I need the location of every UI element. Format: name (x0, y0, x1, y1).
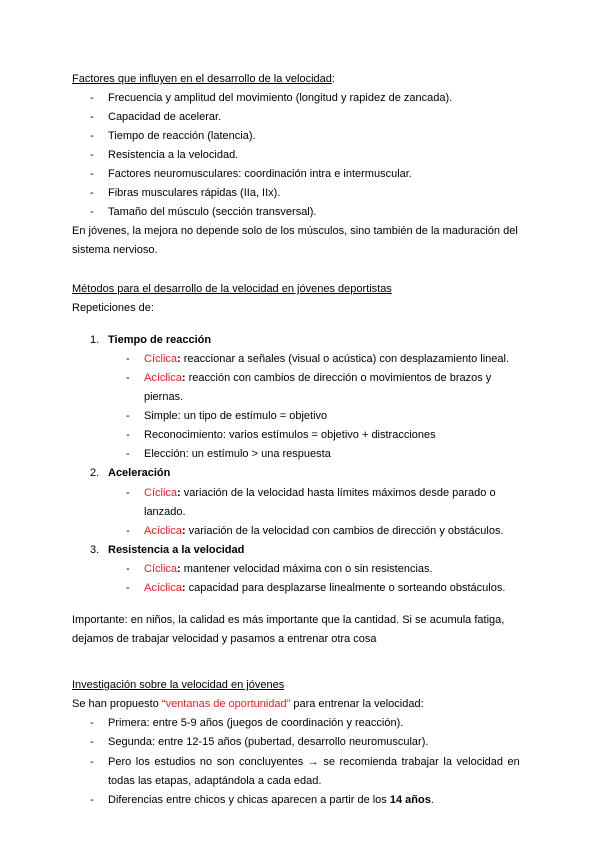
sub-item: Acíclica: capacidad para desplazarse linealmente o sorteando obstáculos. (144, 582, 506, 594)
list-item-continuation: todas las etapas, adaptándola a cada edad. (108, 775, 322, 787)
list-item: - (90, 92, 94, 104)
list-item: - (90, 206, 94, 218)
list-item-text: Factores neuromusculares: coordinación intra e intermuscular. (108, 168, 412, 180)
section3-heading: Investigación sobre la velocidad en jóvenes (72, 679, 285, 691)
list-item: - (90, 717, 94, 729)
sub-item-dash: - (126, 410, 130, 422)
numbered-item-title: Tiempo de reacción (108, 334, 212, 346)
section1-heading: Factores que influyen en el desarrollo de la velocidad: (72, 73, 335, 85)
list-item-text: Diferencias entre chicos y chicas aparecen a partir de los 14 años. (108, 794, 434, 806)
numbered-item-number: 1. (90, 334, 100, 346)
numbered-item-number: 2. (90, 467, 100, 479)
sub-item-dash: - (126, 353, 130, 365)
sub-item-continuation: piernas. (144, 391, 184, 403)
list-item: - (90, 130, 94, 142)
section2-heading: Métodos para el desarrollo de la velocidad en jóvenes deportistas (72, 283, 392, 295)
sub-item-dash: - (126, 582, 130, 594)
sub-item-dash: - (126, 487, 130, 499)
sub-item: Reconocimiento: varios estímulos = objetivo + distracciones (144, 429, 436, 441)
list-item: - (90, 168, 94, 180)
list-item-text: Frecuencia y amplitud del movimiento (longitud y rapidez de zancada). (108, 92, 453, 104)
list-item-text: Fibras musculares rápidas (IIa, IIx). (108, 187, 281, 199)
sub-item: Elección: un estímulo > una respuesta (144, 448, 331, 460)
list-item: - (90, 736, 94, 748)
sub-item: Acíclica: reacción con cambios de dirección o movimientos de brazos y (144, 372, 492, 384)
section2-intro: Repeticiones de: (72, 302, 154, 314)
sub-item-dash: - (126, 563, 130, 575)
list-item-text: Pero los estudios no son concluyentes → se recomienda trabajar la velocidad en (108, 756, 520, 768)
sub-item: Cíclica: variación de la velocidad hasta límites máximos desde parado o (144, 487, 496, 499)
list-item: - (90, 149, 94, 161)
section1-paragraph-line1: En jóvenes, la mejora no depende solo de los músculos, sino también de la maduración del (72, 225, 518, 237)
sub-item: Acíclica: variación de la velocidad con cambios de dirección y obstáculos. (144, 525, 504, 537)
section3-intro: Se han propuesto “ventanas de oportunidad” para entrenar la velocidad: (72, 698, 424, 710)
list-item: - (90, 794, 94, 806)
sub-item-dash: - (126, 429, 130, 441)
important-note-line2: dejamos de trabajar velocidad y pasamos a entrenar otra cosa (72, 633, 377, 645)
list-item-text: Capacidad de acelerar. (108, 111, 222, 123)
numbered-item-title: Resistencia a la velocidad (108, 544, 245, 556)
sub-item-dash: - (126, 525, 130, 537)
list-item-text: Segunda: entre 12-15 años (pubertad, desarrollo neuromuscular). (108, 736, 429, 748)
list-item: - (90, 187, 94, 199)
section1-paragraph-line2: sistema nervioso. (72, 244, 158, 256)
list-item-text: Tamaño del músculo (sección transversal). (108, 206, 317, 218)
list-item-text: Tiempo de reacción (latencia). (108, 130, 256, 142)
sub-item: Cíclica: reaccionar a señales (visual o acústica) con desplazamiento lineal. (144, 353, 510, 365)
list-item-text: Primera: entre 5-9 años (juegos de coordinación y reacción). (108, 717, 404, 729)
sub-item-continuation: lanzado. (144, 506, 186, 518)
list-item-text: Resistencia a la velocidad. (108, 149, 239, 161)
sub-item: Cíclica: mantener velocidad máxima con o sin resistencias. (144, 563, 433, 575)
sub-item-dash: - (126, 448, 130, 460)
list-item: - (90, 756, 94, 768)
numbered-item-number: 3. (90, 544, 100, 556)
numbered-item-title: Aceleración (108, 467, 171, 479)
sub-item: Simple: un tipo de estímulo = objetivo (144, 410, 328, 422)
important-note-line1: Importante: en niños, la calidad es más importante que la cantidad. Si se acumula fatiga, (72, 614, 505, 626)
list-item: - (90, 111, 94, 123)
sub-item-dash: - (126, 372, 130, 384)
